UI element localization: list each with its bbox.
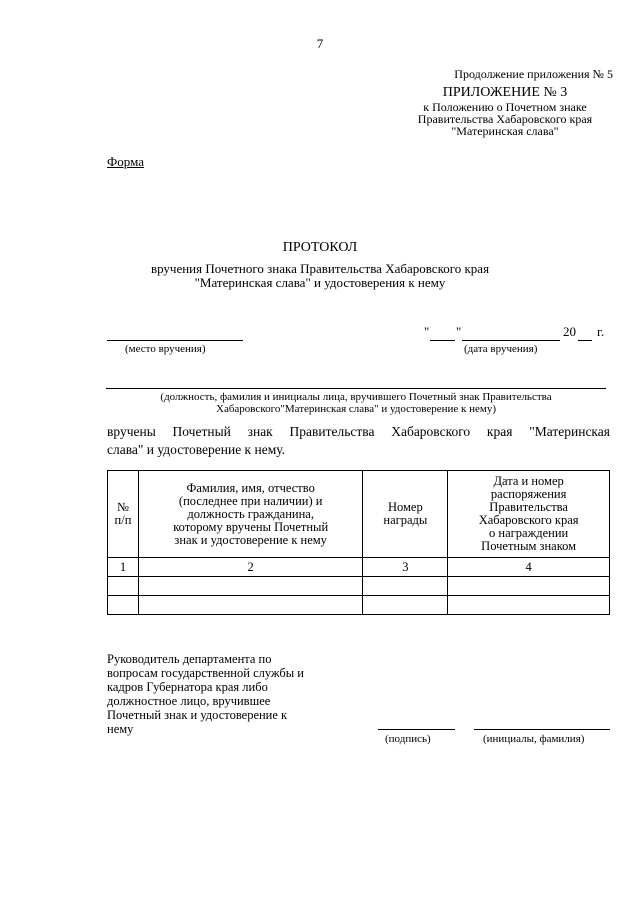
continuation-note: Продолжение приложения № 5 xyxy=(454,67,613,81)
signature-line xyxy=(378,729,455,730)
table-cell[interactable] xyxy=(363,577,448,596)
date-day-line xyxy=(430,340,455,341)
footer-line: должностное лицо, вручившее xyxy=(107,694,271,708)
form-label: Форма xyxy=(107,154,144,169)
official-field-line xyxy=(106,388,606,389)
table-header-row xyxy=(108,471,610,558)
header-fullname: Фамилия, имя, отчество (последнее при наличии) и должность гражданина, которому вручены Почетный знак и удостоверение к нему xyxy=(138,471,362,558)
table-cell[interactable] xyxy=(448,596,610,615)
appendix-block xyxy=(380,84,630,137)
date-year-suffix: г. xyxy=(597,324,605,339)
table-cell: 3 xyxy=(363,558,448,577)
subtitle-line: вручения Почетного знака Правительства Хабаровского края xyxy=(150,261,490,276)
table-row xyxy=(108,577,610,596)
table-cell[interactable] xyxy=(108,577,139,596)
official-caption-line: (должность, фамилия и инициалы лица, вручившего Почетный знак Правительства xyxy=(160,391,552,403)
footer-line: Руководитель департамента по xyxy=(107,652,272,666)
awarded-text xyxy=(107,423,610,459)
table-cell[interactable] xyxy=(363,596,448,615)
table-cell: 4 xyxy=(448,558,610,577)
protocol-subtitle xyxy=(0,262,640,290)
protocol-title: ПРОТОКОЛ xyxy=(282,240,358,255)
subtitle-line: "Материнская слава" и удостоверения к нему xyxy=(194,275,446,290)
table-cell: 1 xyxy=(108,558,139,577)
award-table xyxy=(107,470,610,615)
date-year-line xyxy=(578,340,592,341)
table-cell[interactable] xyxy=(138,596,362,615)
table-cell[interactable] xyxy=(108,596,139,615)
official-caption xyxy=(106,391,606,415)
footer-official xyxy=(107,652,304,736)
date-caption: (дата вручения) xyxy=(464,343,538,355)
table-number-row xyxy=(108,558,610,577)
official-caption-line: Хабаровского"Материнская слава" и удостоверение к нему) xyxy=(216,403,496,415)
table-cell[interactable] xyxy=(138,577,362,596)
footer-line: нему xyxy=(107,722,134,736)
table-cell: 2 xyxy=(138,558,362,577)
header-number: № п/п xyxy=(108,471,139,558)
table-row xyxy=(108,596,610,615)
header-award-number: Номер награды xyxy=(363,471,448,558)
appendix-line: к Положению о Почетном знаке xyxy=(423,100,587,114)
awarded-line: слава" и удостоверение к нему. xyxy=(107,442,286,457)
place-field-line xyxy=(107,340,243,341)
appendix-line: "Материнская слава" xyxy=(451,124,559,138)
page-number: 7 xyxy=(316,36,324,51)
footer-line: Почетный знак и удостоверение к xyxy=(107,708,288,722)
footer-line: вопросам государственной службы и xyxy=(107,666,304,680)
place-caption: (место вручения) xyxy=(125,343,206,355)
date-year-prefix: 20 xyxy=(563,324,576,339)
initials-line xyxy=(474,729,610,730)
awarded-line: вручены Почетный знак Правительства Хабаровского края "Материнская xyxy=(107,424,610,439)
date-quote-open: " xyxy=(424,324,430,339)
initials-caption: (инициалы, фамилия) xyxy=(483,733,585,745)
table-cell[interactable] xyxy=(448,577,610,596)
appendix-title: ПРИЛОЖЕНИЕ № 3 xyxy=(442,85,568,100)
date-month-line xyxy=(462,340,560,341)
signature-caption: (подпись) xyxy=(385,733,431,745)
appendix-line: Правительства Хабаровского края xyxy=(417,112,593,126)
header-order-date: Дата и номер распоряжения Правительства Хабаровского края о награждении Почетным знаком xyxy=(448,471,610,558)
date-quote-close: " xyxy=(456,324,462,339)
footer-line: кадров Губернатора края либо xyxy=(107,680,268,694)
